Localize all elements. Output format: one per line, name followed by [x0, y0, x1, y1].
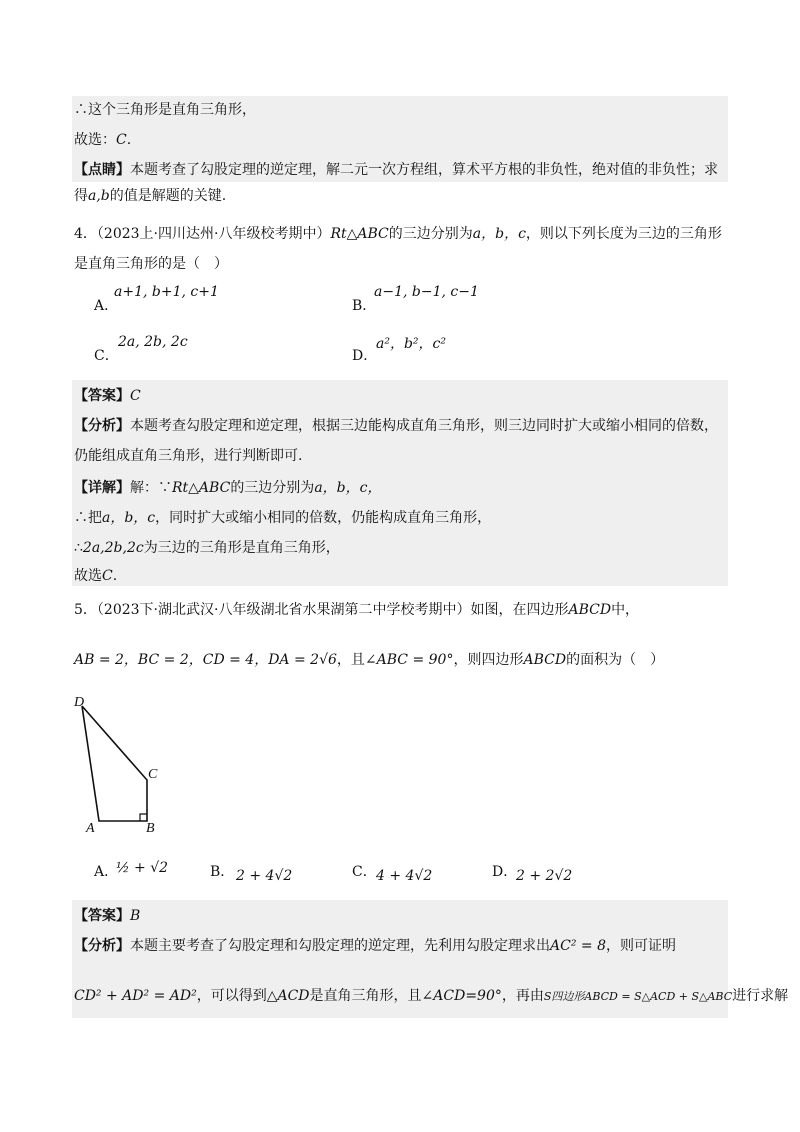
q4-detail-3: ∴2a,2b,2c为三边的三角形是直角三角形， [74, 540, 340, 556]
q5-answer: 【答案】B [74, 908, 141, 924]
question-5-given: AB = 2，BC = 2，CD = 4，DA = 2√6，且∠ABC = 90°，则四边形ABCD的面积为（ ） [74, 652, 665, 668]
q5-option-a-value: ½ + √2 [116, 860, 169, 876]
q5-analysis-2: CD² + AD² = AD²，可以得到△ACD是直角三角形，且∠ACD=90°，再由S四边形ABCD = S△ACD + S△ABC进行求解 [74, 988, 789, 1004]
q4-detail-1: 【详解】解：∵Rt△ABC的三边分别为a，b，c， [74, 480, 382, 496]
vertex-c-label: C [148, 767, 158, 782]
q4-detail-2: ∴把a，b，c，同时扩大或缩小相同的倍数，仍能构成直角三角形， [74, 510, 492, 526]
q4-option-d-value: a²，b²，c² [376, 336, 446, 352]
q4-option-b-label: B． [352, 298, 377, 314]
q5-option-b-value: 2 + 4√2 [236, 868, 293, 884]
q4-answer: 【答案】C [74, 388, 141, 404]
question-4-stem: 4．（2023上·四川达州·八年级校考期中）Rt△ABC的三边分别为a，b，c，则以下列长度为三边的三角形 [74, 226, 722, 242]
quadrilateral-figure [60, 690, 180, 840]
comment-line-2: 得a,b的值是解题的关键. [74, 188, 227, 204]
q5-option-b-label: B． [210, 864, 235, 880]
q4-analysis: 【分析】本题考查勾股定理和逆定理，根据三边能构成直角三角形，则三边同时扩大或缩小相同的倍数， [74, 418, 718, 434]
q4-option-c-value: 2a, 2b, 2c [118, 334, 188, 350]
q5-option-d-label: D． [492, 864, 518, 880]
q4-option-d-label: D． [352, 348, 378, 364]
question-5-stem: 5．（2023下·湖北武汉·八年级湖北省水果湖第二中学校考期中）如图，在四边形ABCD中， [74, 602, 640, 618]
q4-option-b-value: a−1, b−1, c−1 [374, 284, 479, 300]
q5-option-d-value: 2 + 2√2 [516, 868, 573, 884]
q4-analysis-2: 仍能组成直角三角形，进行判断即可. [74, 448, 303, 464]
q5-analysis: 【分析】本题主要考查了勾股定理和勾股定理的逆定理，先利用勾股定理求出AC² = 8，则可证明 [74, 938, 676, 954]
comment-line: 【点睛】本题考查了勾股定理的逆定理，解二元一次方程组，算术平方根的非负性，绝对值的非负性；求 [74, 162, 718, 178]
vertex-b-label: B [146, 821, 155, 836]
vertex-a-label: A [86, 821, 95, 836]
q5-option-a-label: A． [94, 864, 119, 880]
q5-option-c-value: 4 + 4√2 [376, 868, 433, 884]
q4-option-a-value: a+1, b+1, c+1 [114, 284, 219, 300]
q4-detail-4: 故选C. [74, 568, 118, 584]
q5-option-c-label: C． [352, 864, 377, 880]
q4-option-a-label: A． [94, 298, 119, 314]
choice-line: 故选：C. [74, 132, 132, 148]
question-4-stem-2: 是直角三角形的是（ ） [74, 256, 228, 272]
conclusion-line: ∴这个三角形是直角三角形， [74, 102, 256, 118]
vertex-d-label: D [74, 695, 85, 710]
q4-option-c-label: C． [94, 348, 119, 364]
